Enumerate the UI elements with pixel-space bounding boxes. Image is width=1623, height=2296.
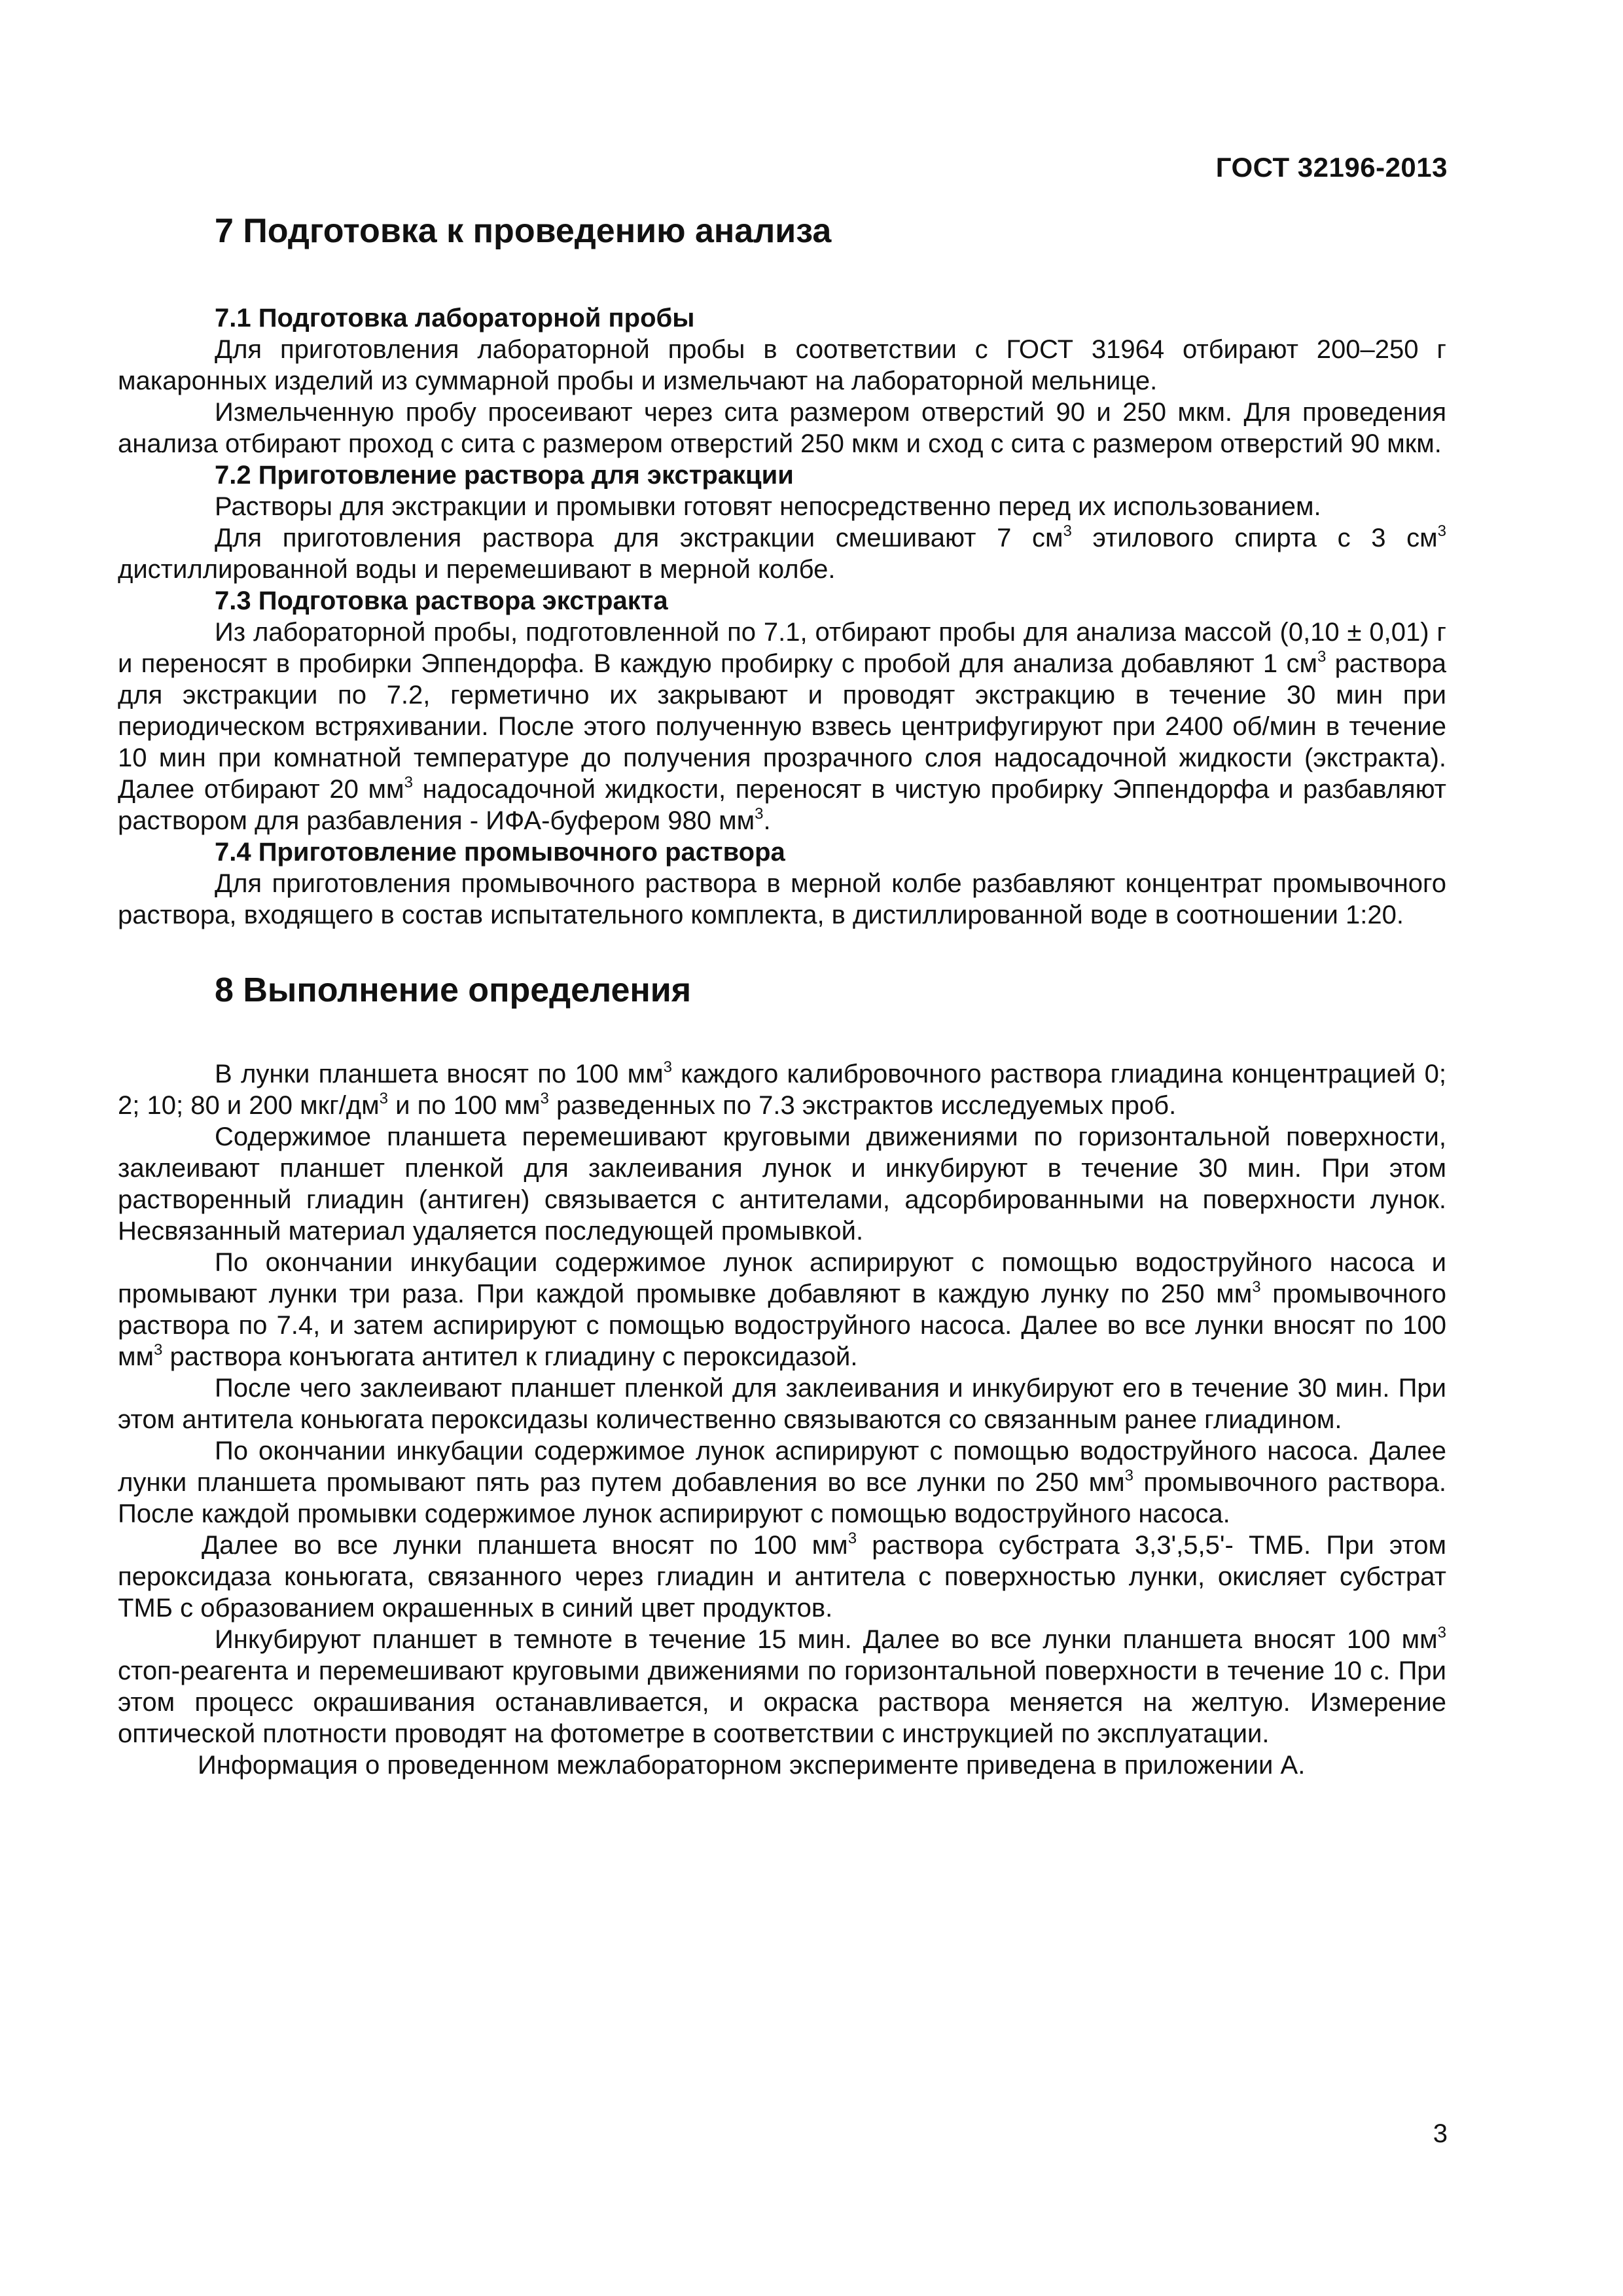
text-run: Для приготовления раствора для экстракции смешивают 7 см: [215, 524, 1063, 553]
subsection-7-4-title: 7.4 Приготовление промывочного раствора: [215, 838, 785, 867]
superscript: 3: [404, 774, 413, 792]
text-run: промывочного раствора по 7.4, и затем аспирируют с помощью водоструйного насоса. Далее во все лунки вносят по 100 мм: [118, 1279, 1446, 1371]
text-run: промывочного раствора. После каждой промывки содержимое лунок аспирируют с помощью водоструйного насоса.: [118, 1467, 1446, 1528]
superscript: 3: [1437, 522, 1446, 541]
superscript: 3: [154, 1340, 163, 1359]
paragraph-7-2-2: [118, 522, 1446, 585]
paragraph-7-3-1: [118, 617, 1446, 836]
superscript: 3: [1437, 1623, 1446, 1641]
text-run: раствора субстрата 3,3',5,5'- ТМБ. При этом пероксидаза коньюгата, связанного через глиадин и антитела с поверхностью лунки, окисляет субстрат ТМБ с образованием окрашенных в синий цвет продуктов.: [118, 1530, 1446, 1623]
paragraph-8-1: [118, 1058, 1446, 1121]
subsection-7-2-title: 7.2 Приготовление раствора для экстракции: [215, 461, 794, 490]
paragraph-8-7: [118, 1624, 1446, 1749]
superscript: 3: [540, 1089, 549, 1107]
superscript: 3: [755, 805, 764, 823]
paragraph-8-5: [118, 1435, 1446, 1530]
text-run: этилового спирта с 3 см: [1071, 524, 1438, 553]
text-run: Из лабораторной пробы, подготовленной по 7.1, отбирают пробы для анализа массой (0,10 ± 0,01) г и переносят в пробирки Эппендорфа. В каждую пробирку с пробой для анализа добавляют 1 см: [118, 618, 1446, 679]
text-run: Далее во все лунки планшета вносят по 100 мм: [202, 1530, 848, 1560]
section-8-title: 8 Выполнение определения: [215, 971, 692, 1010]
paragraph-7-1-1: Для приготовления лабораторной пробы в соответствии с ГОСТ 31964 отбирают 200–250 г макаронных изделий из суммарной пробы и измельчают на лабораторной мельнице.: [118, 335, 1446, 396]
text-run: раствора конъюгата антител к глиадину с пероксидазой.: [162, 1342, 858, 1371]
text-run: раствора для экстракции по 7.2, герметично их закрывают и проводят экстракцию в течение 30 мин при периодическом встряхивании. После этого полученную взвесь центрифугируют при 2400 об/мин в течение 10 мин при комнатной температуре до получения прозрачного слоя надосадочной жидкости (экстракта). Далее отбирают 20 мм: [118, 649, 1446, 804]
superscript: 3: [663, 1058, 672, 1076]
superscript: 3: [1124, 1466, 1133, 1484]
paragraph-8-8: Информация о проведенном межлабораторном эксперименте приведена в приложении А.: [198, 1750, 1306, 1780]
text-run: и по 100 мм: [388, 1090, 541, 1120]
text-run: По окончании инкубации содержимое лунок аспирируют с помощью водоструйного насоса и промывают лунки три раза. При каждой промывке добавляют в каждую лунку по 250 мм: [118, 1247, 1446, 1308]
superscript: 3: [379, 1089, 389, 1107]
text-run: В лунки планшета вносят по 100 мм: [215, 1059, 664, 1088]
paragraph-8-2: Содержимое планшета перемешивают круговыми движениями по горизонтальной поверхности, заклеивают планшет пленкой для заклеивания лунок и инкубируют в течение 30 мин. При этом растворенный глиадин (антиген) связывается с антителами, адсорбированными на поверхности лунок. Несвязанный материал удаляется последующей промывкой.: [118, 1122, 1446, 1246]
text-run: дистиллированной воды и перемешивают в мерной колбе.: [118, 555, 836, 584]
paragraph-8-6: [118, 1530, 1446, 1624]
text-run: каждого калибровочного раствора глиадина концентрацией 0; 2; 10; 80 и 200 мкг/дм: [118, 1059, 1446, 1120]
section-7-title: 7 Подготовка к проведению анализа: [215, 212, 832, 250]
paragraph-7-1-2: Измельченную пробу просеивают через сита размером отверстий 90 и 250 мкм. Для проведения анализа отбирают проход с сита с размером отверстий 250 мкм и сход с сита с размером отверстий 90 мкм.: [118, 398, 1446, 459]
superscript: 3: [1252, 1278, 1261, 1296]
text-run: надосадочной жидкости, переносят в чистую пробирку Эппендорфа и разбавляют раствором для разбавления - ИФА-буфером 980 мм: [118, 775, 1447, 836]
superscript: 3: [847, 1529, 857, 1547]
paragraph-8-3: [118, 1247, 1446, 1372]
page-number: 3: [1433, 2119, 1448, 2148]
subsection-7-3-title: 7.3 Подготовка раствора экстракта: [215, 586, 668, 616]
text-run: По окончании инкубации содержимое лунок аспирируют с помощью водоструйного насоса. Далее лунки планшета промывают пять раз путем добавления во все лунки по 250 мм: [118, 1436, 1446, 1497]
text-run: стоп-реагента и перемешивают круговыми движениями по горизонтальной поверхности в течение 10 с. При этом процесс окрашивания останавливается, и окраска раствора меняется на желтую. Измерение оптической плотности проводят на фотометре в соответствии с инструкцией по эксплуатации.: [118, 1656, 1446, 1748]
paragraph-7-4-1: Для приготовления промывочного раствора в мерной колбе разбавляют концентрат промывочного раствора, входящего в состав испытательного комплекта, в дистиллированной воде в соотношении 1:20.: [118, 869, 1446, 930]
paragraph-8-4: После чего заклеивают планшет пленкой для заклеивания и инкубируют его в течение 30 мин. При этом антитела коньюгата пероксидазы количественно связываются со связанным ранее глиадином.: [118, 1373, 1446, 1434]
document-id: ГОСТ 32196-2013: [1215, 152, 1448, 183]
subsection-7-1-title: 7.1 Подготовка лабораторной пробы: [215, 304, 695, 333]
document-body: [118, 211, 1446, 1781]
paragraph-7-2-1: Растворы для экстракции и промывки готовят непосредственно перед их использованием.: [215, 492, 1321, 522]
superscript: 3: [1063, 522, 1072, 541]
superscript: 3: [1317, 648, 1327, 666]
text-run: Инкубируют планшет в темноте в течение 15 мин. Далее во все лунки планшета вносят 100 мм: [215, 1624, 1438, 1654]
text-run: .: [763, 806, 771, 836]
text-run: разведенных по 7.3 экстрактов исследуемых проб.: [548, 1090, 1177, 1120]
